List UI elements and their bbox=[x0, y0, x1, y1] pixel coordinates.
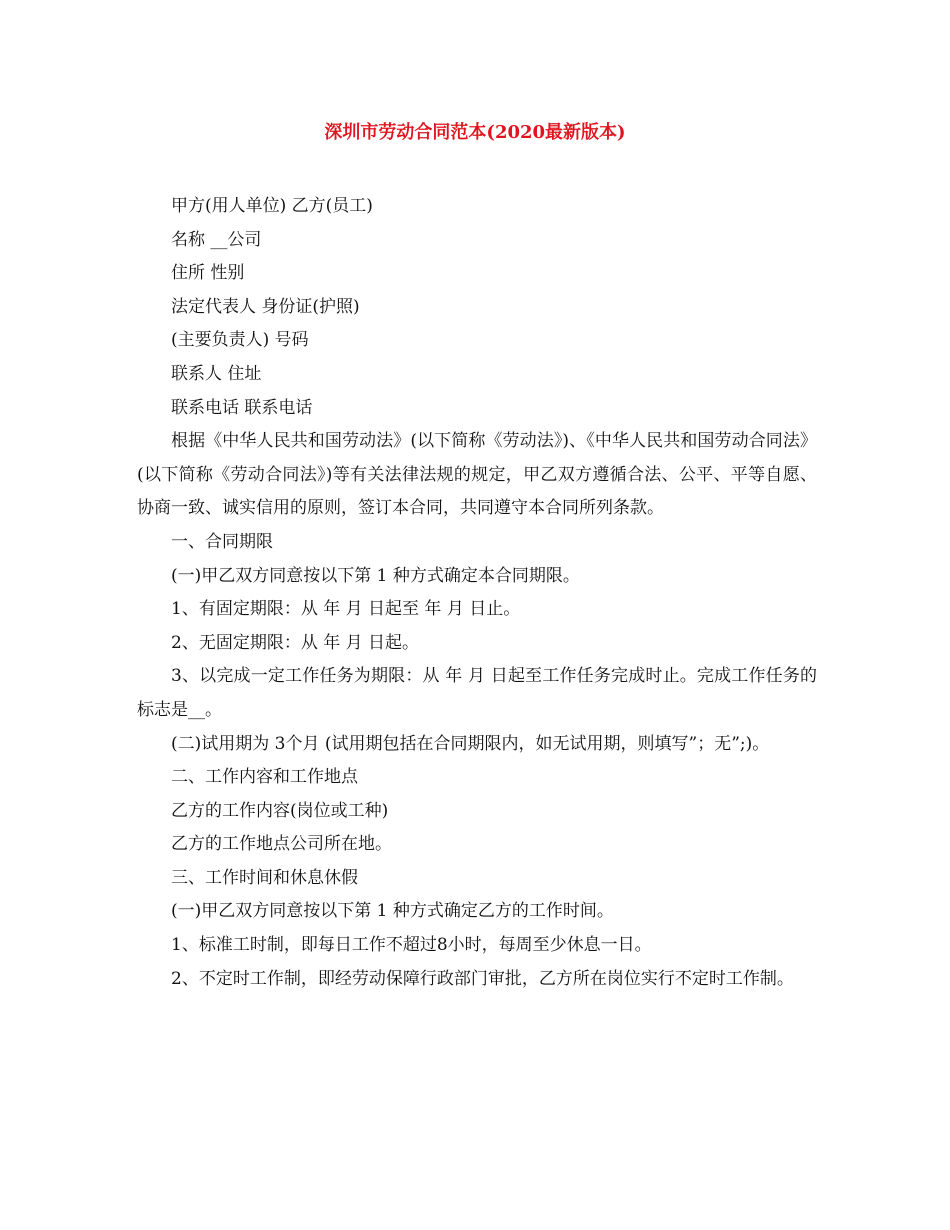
paragraph-task-term: 3、以完成一定工作任务为期限：从 年 月 日起至工作任务完成时止。完成工作任务的标志是__。 bbox=[137, 666, 817, 720]
paragraph-name: 名称 __公司 bbox=[171, 229, 262, 250]
paragraph-open-term: 2、无固定期限：从 年 月 日起。 bbox=[171, 632, 420, 653]
document-title: 深圳市劳动合同范本(2020最新版本) bbox=[324, 122, 626, 143]
paragraph-work-location: 乙方的工作地点公司所在地。 bbox=[171, 834, 392, 855]
paragraph-preamble: 根据《中华人民共和国劳动法》(以下简称《劳动法》)、《中华人民共和国劳动合同法》(以下简称《劳动合同法》)等有关法律法规的规定，甲乙双方遵循合法、公平、平等自愿、协商一致、诚实信用的原则，签订本合同，共同遵守本合同所列条款。 bbox=[137, 431, 817, 519]
paragraph-standard-hours: 1、标准工时制，即每日工作不超过8小时，每周至少休息一日。 bbox=[171, 935, 652, 956]
section-heading-term: 一、合同期限 bbox=[171, 531, 273, 552]
paragraph-work-content: 乙方的工作内容(岗位或工种) bbox=[171, 800, 389, 821]
section-heading-work: 二、工作内容和工作地点 bbox=[171, 767, 358, 788]
paragraph-fixed-term: 1、有固定期限：从 年 月 日起至 年 月 日止。 bbox=[171, 599, 521, 620]
paragraph-contact: 联系人 住址 bbox=[171, 363, 262, 384]
paragraph-hours-method: (一)甲乙双方同意按以下第 1 种方式确定乙方的工作时间。 bbox=[171, 901, 614, 922]
section-heading-hours: 三、工作时间和休息休假 bbox=[171, 867, 358, 888]
paragraph-address: 住所 性别 bbox=[171, 263, 245, 284]
paragraph-principal: (主要负责人) 号码 bbox=[171, 330, 309, 351]
paragraph-term-method: (一)甲乙双方同意按以下第 1 种方式确定本合同期限。 bbox=[171, 565, 580, 586]
document-body bbox=[137, 190, 817, 996]
paragraph-phone: 联系电话 联系电话 bbox=[171, 397, 313, 418]
paragraph-probation: (二)试用期为 3个月 (试用期包括在合同期限内，如无试用期，则填写”；无”;)。 bbox=[171, 733, 770, 754]
paragraph-party-header: 甲方(用人单位) 乙方(员工) bbox=[171, 196, 373, 216]
paragraph-legal-rep: 法定代表人 身份证(护照) bbox=[171, 296, 360, 317]
paragraph-flexible-hours: 2、不定时工作制，即经劳动保障行政部门审批，乙方所在岗位实行不定时工作制。 bbox=[171, 968, 794, 989]
